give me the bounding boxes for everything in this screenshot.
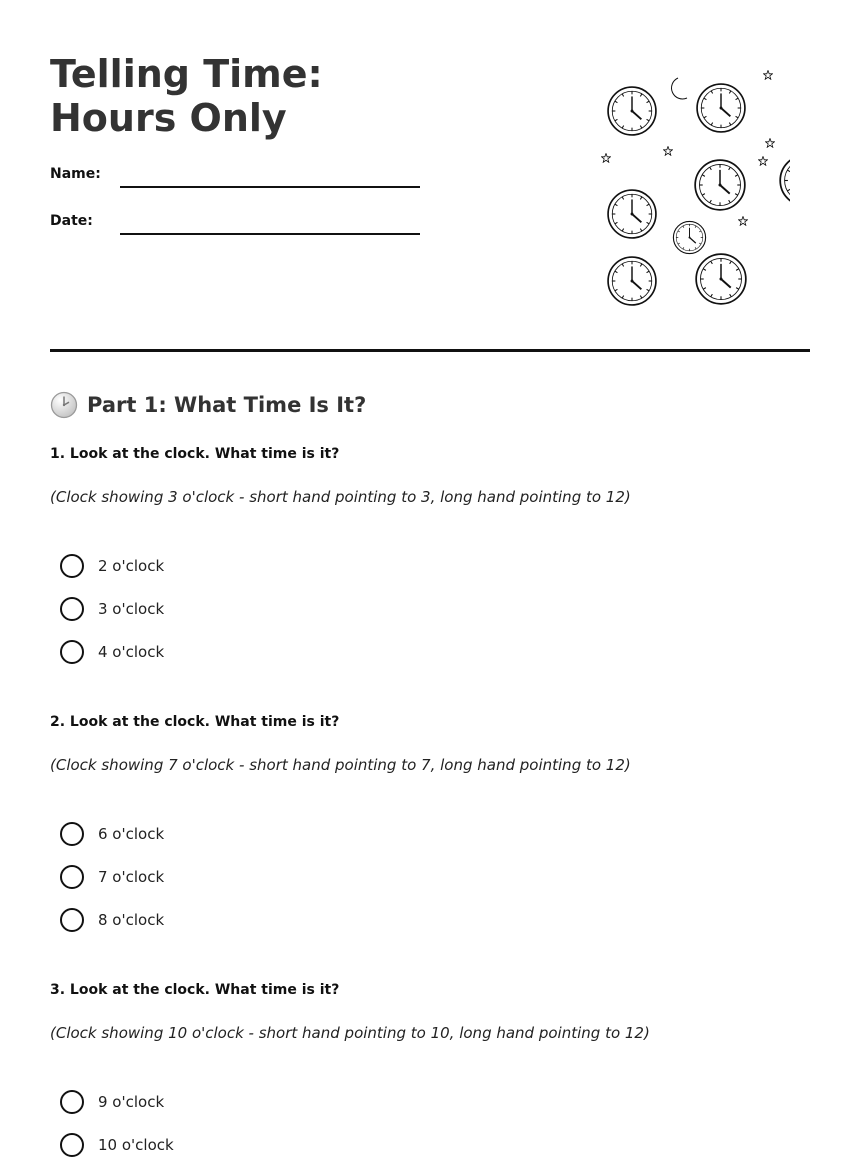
option-label: 2 o'clock [98, 556, 165, 575]
option-label: 6 o'clock [98, 824, 165, 843]
radio-button[interactable] [60, 865, 84, 889]
option-label: 10 o'clock [98, 1135, 174, 1154]
question-1-description: (Clock showing 3 o'clock - short hand pointing to 3, long hand pointing to 12) [50, 488, 631, 506]
radio-button[interactable] [60, 908, 84, 932]
question-2-description: (Clock showing 7 o'clock - short hand pointing to 7, long hand pointing to 12) [50, 756, 631, 774]
date-field [50, 213, 420, 237]
clock-icon [50, 391, 78, 419]
question-2-option-1[interactable] [50, 812, 810, 855]
radio-button[interactable] [60, 640, 84, 664]
question-1-option-3[interactable] [50, 630, 810, 673]
question-3-title: 3. Look at the clock. What time is it? [50, 982, 340, 998]
clocks-decoration [550, 70, 790, 315]
name-label: Name: [50, 166, 101, 182]
option-label: 8 o'clock [98, 910, 165, 929]
question-3 [50, 982, 810, 1161]
option-label: 9 o'clock [98, 1092, 165, 1111]
name-field [50, 166, 420, 190]
question-1-option-1[interactable] [50, 544, 810, 587]
date-line[interactable] [120, 233, 420, 235]
question-3-description: (Clock showing 10 o'clock - short hand pointing to 10, long hand pointing to 12) [50, 1024, 650, 1042]
question-1-title: 1. Look at the clock. What time is it? [50, 446, 340, 462]
option-label: 7 o'clock [98, 867, 165, 886]
part-1-heading [50, 390, 366, 420]
option-label: 3 o'clock [98, 599, 165, 618]
part-1-title: Part 1: What Time Is It? [87, 393, 367, 417]
date-label: Date: [50, 213, 93, 229]
question-3-options [50, 1080, 810, 1161]
option-label: 4 o'clock [98, 642, 165, 661]
radio-button[interactable] [60, 822, 84, 846]
question-2-option-2[interactable] [50, 855, 810, 898]
question-2-options [50, 812, 810, 941]
worksheet-header [50, 0, 810, 351]
radio-button[interactable] [60, 1133, 84, 1157]
question-2-option-3[interactable] [50, 898, 810, 941]
question-3-option-1[interactable] [50, 1080, 810, 1123]
radio-button[interactable] [60, 597, 84, 621]
radio-button[interactable] [60, 554, 84, 578]
question-2 [50, 714, 810, 941]
page-title: Telling Time: Hours Only [50, 52, 323, 140]
radio-button[interactable] [60, 1090, 84, 1114]
question-1-options [50, 544, 810, 673]
question-2-title: 2. Look at the clock. What time is it? [50, 714, 340, 730]
question-1 [50, 446, 810, 673]
question-3-option-2[interactable] [50, 1123, 810, 1161]
header-divider [50, 349, 810, 352]
question-1-option-2[interactable] [50, 587, 810, 630]
name-line[interactable] [120, 186, 420, 188]
